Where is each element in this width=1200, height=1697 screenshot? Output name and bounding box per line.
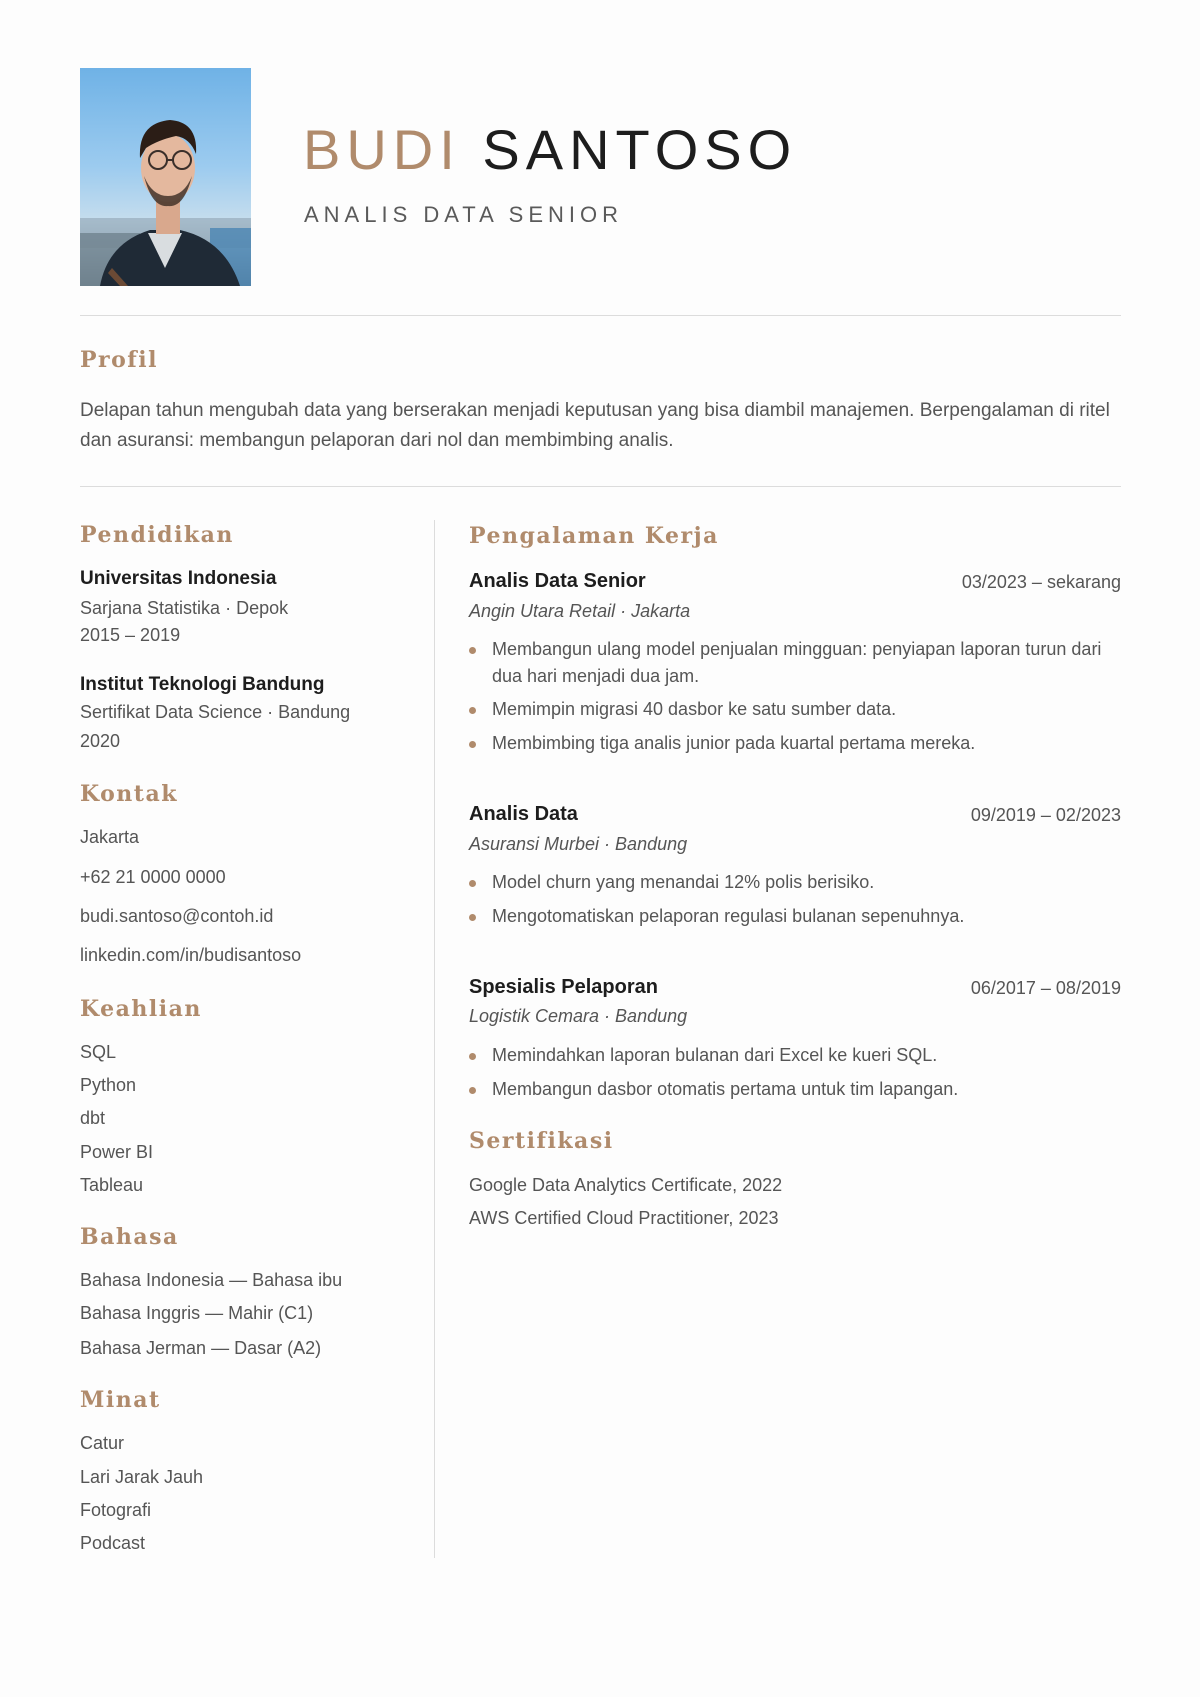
job-title: Spesialis Pelaporan bbox=[469, 976, 658, 998]
certification-item: AWS Certified Cloud Practitioner, 2023 bbox=[469, 1208, 779, 1228]
person-portrait-icon bbox=[80, 68, 251, 286]
interest-item: Catur bbox=[80, 1433, 125, 1453]
job-bullet: Mengotomatiskan pelaporan regulasi bulanan sepenuhnya. bbox=[469, 903, 1119, 930]
bullet-dot-icon bbox=[469, 914, 476, 921]
candidate-name bbox=[303, 118, 798, 181]
contact-heading: Kontak bbox=[80, 781, 178, 807]
skill-item: Power BI bbox=[80, 1142, 154, 1162]
job-title: Analis Data bbox=[469, 803, 578, 825]
job-company: Asuransi Murbei · Bandung bbox=[469, 834, 688, 854]
bullet-dot-icon bbox=[469, 880, 476, 887]
language-item: Bahasa Indonesia — Bahasa ibu bbox=[80, 1270, 343, 1290]
interest-item: Podcast bbox=[80, 1533, 146, 1553]
job-role: ANALIS DATA SENIOR bbox=[304, 202, 624, 227]
education-school: Universitas Indonesia bbox=[80, 568, 277, 589]
interest-item: Lari Jarak Jauh bbox=[80, 1467, 204, 1487]
language-item: Bahasa Inggris — Mahir (C1) bbox=[80, 1303, 314, 1323]
bullet-dot-icon bbox=[469, 1053, 476, 1060]
last-name: SANTOSO bbox=[482, 118, 798, 181]
language-item: Bahasa Jerman — Dasar (A2) bbox=[80, 1338, 322, 1358]
job-company: Logistik Cemara · Bandung bbox=[469, 1006, 688, 1026]
job-title: Analis Data Senior bbox=[469, 570, 646, 592]
experience-heading: Pengalaman Kerja bbox=[469, 523, 719, 549]
contact-phone[interactable]: +62 21 0000 0000 bbox=[80, 867, 226, 887]
bullet-dot-icon bbox=[469, 1087, 476, 1094]
education-school: Institut Teknologi Bandung bbox=[80, 674, 325, 695]
contact-linkedin[interactable]: linkedin.com/in/budisantoso bbox=[80, 945, 302, 965]
job-dates: 03/2023 – sekarang bbox=[961, 572, 1121, 592]
profile-heading: Profil bbox=[80, 347, 158, 373]
profile-photo bbox=[80, 68, 251, 286]
contact-email[interactable]: budi.santoso@contoh.id bbox=[80, 906, 274, 926]
skills-heading: Keahlian bbox=[80, 996, 202, 1022]
profile-summary: Delapan tahun mengubah data yang berserakan menjadi keputusan yang bisa diambil manajemen. Berpengalaman di ritel dan asuransi: membangun pelaporan dari nol dan membimbing analis. bbox=[80, 400, 1110, 451]
first-name: BUDI bbox=[303, 118, 461, 181]
education-degree: Sertifikat Data Science · Bandung bbox=[80, 702, 351, 722]
skill-item: Tableau bbox=[80, 1175, 144, 1195]
column-divider bbox=[434, 520, 435, 1558]
job-bullet: Membangun dasbor otomatis pertama untuk tim lapangan. bbox=[469, 1076, 1119, 1103]
bullet-dot-icon bbox=[469, 647, 476, 654]
job-company: Angin Utara Retail · Jakarta bbox=[469, 601, 691, 621]
interests-heading: Minat bbox=[80, 1387, 161, 1413]
languages-heading: Bahasa bbox=[80, 1224, 179, 1250]
education-years: 2020 bbox=[80, 731, 121, 751]
profile-divider bbox=[80, 486, 1121, 487]
education-degree: Sarjana Statistika · Depok bbox=[80, 598, 289, 618]
job-dates: 09/2019 – 02/2023 bbox=[970, 805, 1121, 825]
job-dates: 06/2017 – 08/2019 bbox=[970, 978, 1121, 998]
job-bullet: Membimbing tiga analis junior pada kuartal pertama mereka. bbox=[469, 730, 1119, 757]
education-heading: Pendidikan bbox=[80, 522, 234, 548]
bullet-dot-icon bbox=[469, 741, 476, 748]
certification-item: Google Data Analytics Certificate, 2022 bbox=[469, 1175, 783, 1195]
job-bullet: Memimpin migrasi 40 dasbor ke satu sumber data. bbox=[469, 696, 1119, 723]
education-years: 2015 – 2019 bbox=[80, 625, 181, 645]
job-bullet: Memindahkan laporan bulanan dari Excel ke kueri SQL. bbox=[469, 1042, 1119, 1069]
contact-location: Jakarta bbox=[80, 827, 140, 847]
certifications-heading: Sertifikasi bbox=[469, 1128, 614, 1154]
interest-item: Fotografi bbox=[80, 1500, 152, 1520]
job-bullet: Model churn yang menandai 12% polis berisiko. bbox=[469, 869, 1119, 896]
bullet-dot-icon bbox=[469, 707, 476, 714]
skill-item: dbt bbox=[80, 1108, 106, 1128]
skill-item: Python bbox=[80, 1075, 137, 1095]
header-divider bbox=[80, 315, 1121, 316]
skill-item: SQL bbox=[80, 1042, 117, 1062]
job-bullet: Membangun ulang model penjualan mingguan: penyiapan laporan turun dari dua hari menjadi dua jam. bbox=[469, 636, 1119, 690]
